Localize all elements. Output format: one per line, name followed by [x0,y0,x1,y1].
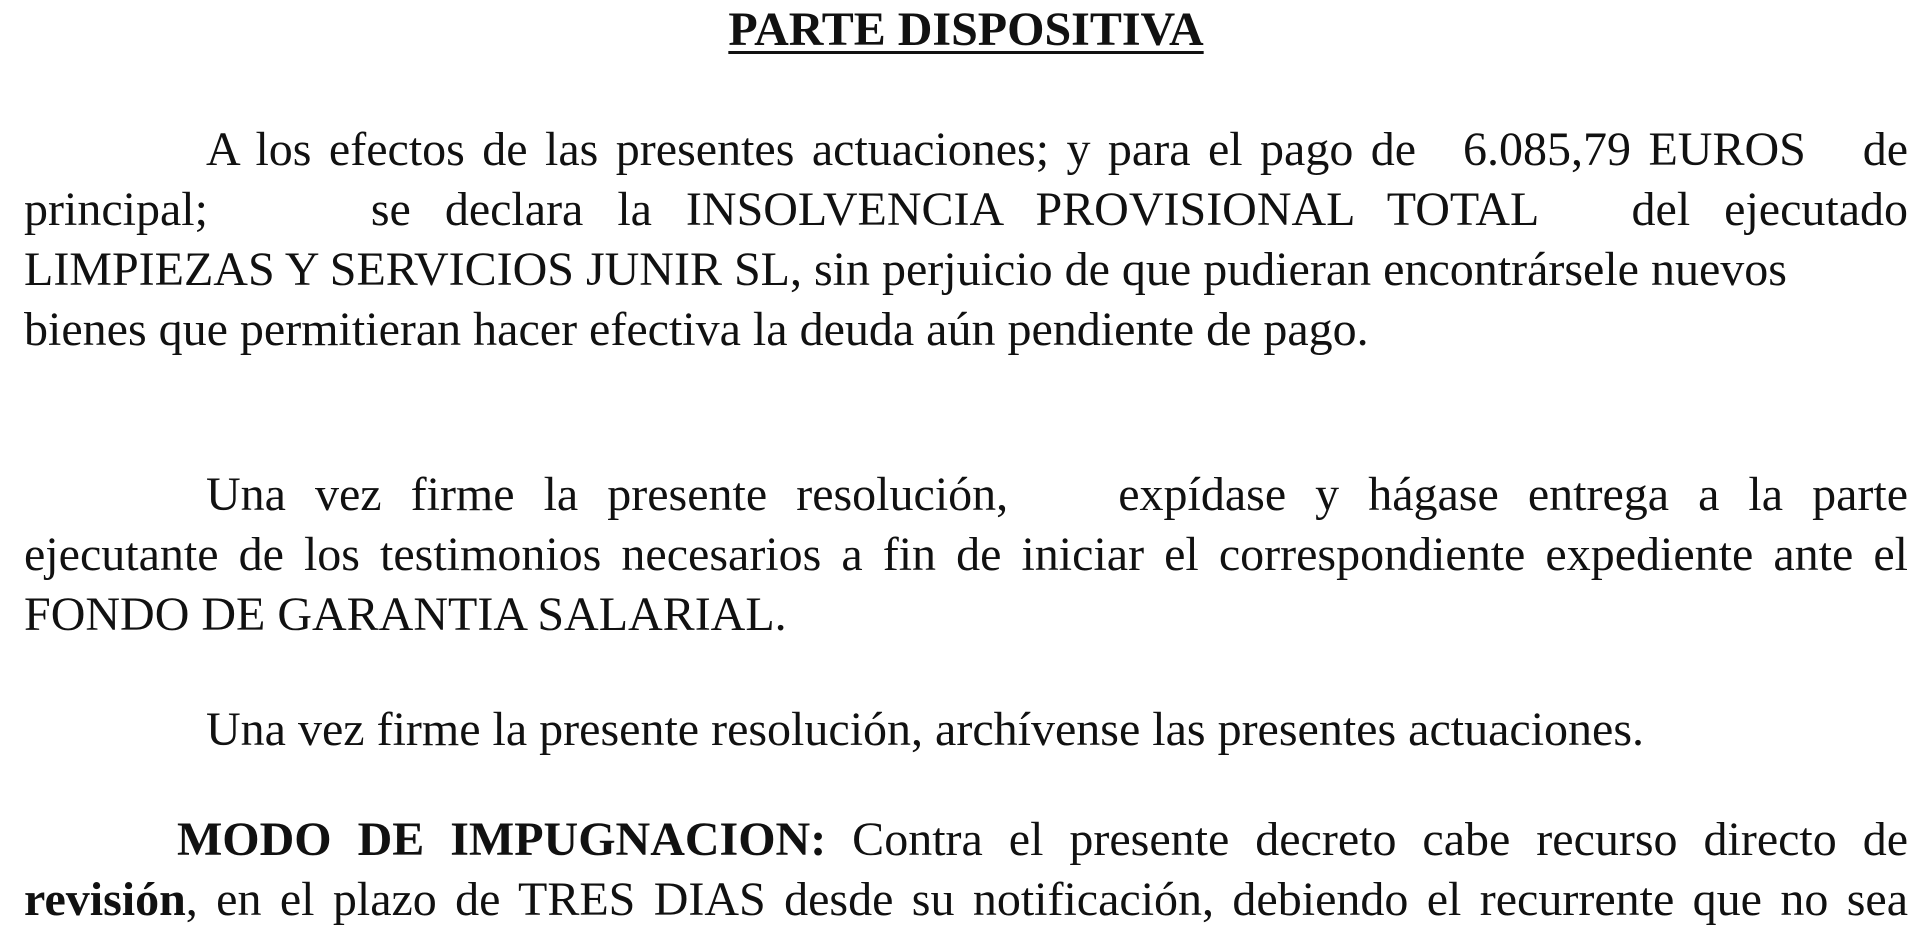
insolvency-line-1-text: A los efectos de las presentes actuaciones; y para el pago de [206,123,1417,176]
paragraph-resolution-line-3: FONDO DE GARANTIA SALARIAL. [24,588,787,641]
paragraph-impugnation [24,810,1908,930]
paragraph-insolvency-line-1 [24,120,1908,180]
impugnation-revision-word: revisión [24,873,186,926]
impugnation-heading: MODO DE IMPUGNACION: [177,813,827,866]
paragraph-archive-line-1: Una vez firme la presente resolución, archívense las presentes actuaciones. [206,703,1645,756]
insolvency-line-2-start: principal; [24,183,208,236]
paragraph-insolvency [24,120,1908,360]
resolution-line-1-start: Una vez firme la presente resolución, [206,468,1009,521]
document-title [0,0,1932,60]
paragraph-insolvency-line-4: bienes que permitieran hacer efectiva la deuda aún pendiente de pago. [24,303,1369,356]
document-title-text: PARTE DISPOSITIVA [728,3,1204,56]
insolvency-line-2-end: del ejecutado [1631,183,1909,236]
paragraph-resolution [24,465,1908,645]
impugnation-line-1-text: Contra el presente decreto cabe recurso directo de [852,813,1909,866]
resolution-line-1-end: expídase y hágase entrega a la parte [1118,468,1909,521]
insolvency-line-2-middle: se declara la INSOLVENCIA PROVISIONAL TOTAL [370,183,1538,236]
paragraph-resolution-line-1 [24,465,1908,525]
insolvency-line-1-end: de [1862,123,1909,176]
paragraph-insolvency-line-2 [24,180,1908,240]
insolvency-amount: 6.085,79 EUROS [1463,123,1806,176]
paragraph-impugnation-line-2 [24,870,1908,930]
impugnation-line-2-text: , en el plazo de TRES DIAS desde su notificación, debiendo el recurrente que no sea [185,873,1908,926]
paragraph-archive [24,700,1908,760]
paragraph-resolution-line-2: ejecutante de los testimonios necesarios a fin de iniciar el correspondiente expediente ante el [24,528,1908,581]
paragraph-impugnation-line-1 [24,810,1908,870]
paragraph-insolvency-line-3: LIMPIEZAS Y SERVICIOS JUNIR SL, sin perjuicio de que pudieran encontrársele nuevos [24,243,1787,296]
